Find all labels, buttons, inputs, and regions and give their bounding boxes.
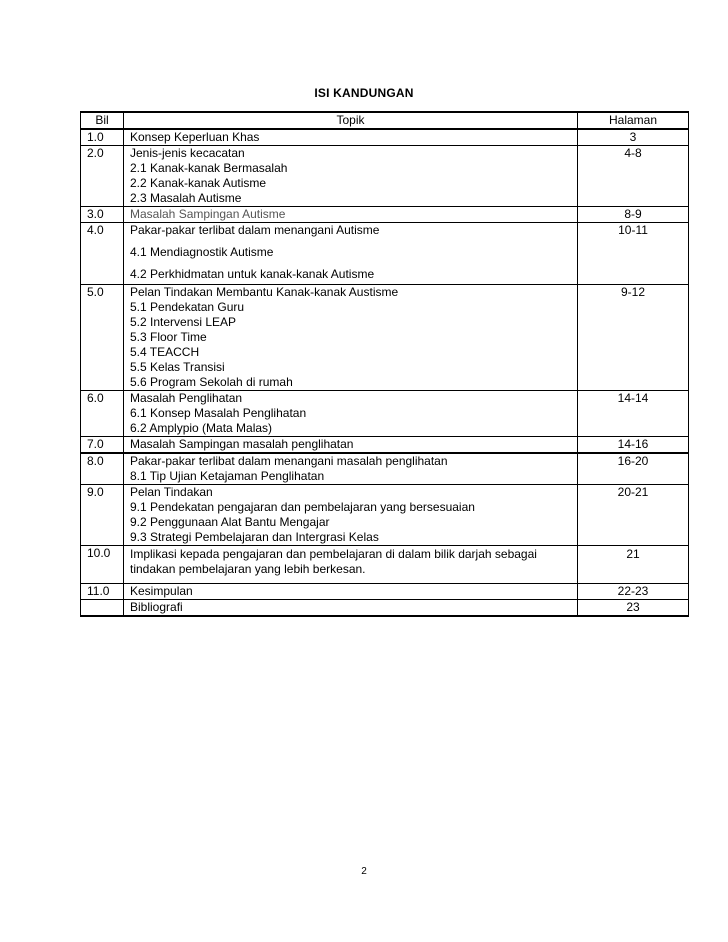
table-row [81,600,689,617]
row-bil: 11.0 [81,584,124,600]
row-halaman: 3 [578,129,689,146]
page-number: 2 [361,866,367,877]
row-topik [124,546,578,584]
table-row [81,546,689,584]
row-subtopic: 2.1 Kanak-kanak Bermasalah [130,161,288,175]
row-topik [124,453,578,485]
row-topik [124,485,578,546]
row-bil: 4.0 [81,223,124,285]
row-bil: 2.0 [81,146,124,207]
row-topik [124,584,578,600]
row-bil: 5.0 [81,285,124,391]
row-bil: 1.0 [81,129,124,146]
table-row [81,223,689,285]
row-halaman: 21 [578,546,689,584]
row-topik [124,207,578,223]
row-subtopic: 9.2 Penggunaan Alat Bantu Mengajar [130,515,330,529]
row-halaman: 9-12 [578,285,689,391]
row-bil: 8.0 [81,453,124,485]
row-topik [124,600,578,617]
row-subtopic: 2.3 Masalah Autisme [130,191,242,205]
row-topic-text: Implikasi kepada pengajaran dan pembelajaran di dalam bilik darjah sebagai [130,547,537,561]
row-topic-text: Pelan Tindakan [130,485,213,499]
row-topic-text: Masalah Sampingan masalah penglihatan [130,437,354,451]
row-subtopic: 4.1 Mendiagnostik Autisme [130,245,274,259]
row-subtopic: 6.1 Konsep Masalah Penglihatan [130,406,307,420]
header-topik: Topik [124,112,578,129]
row-halaman: 22-23 [578,584,689,600]
table-row [81,146,689,207]
row-subtopic: 5.6 Program Sekolah di rumah [130,375,293,389]
table-row [81,207,689,223]
table-row [81,584,689,600]
row-topic-text: Jenis-jenis kecacatan [130,146,245,160]
table-header-row [81,112,689,129]
header-bil: Bil [81,112,124,129]
table-row [81,391,689,437]
row-topik [124,129,578,146]
row-subtopic: 9.3 Strategi Pembelajaran dan Intergrasi Kelas [130,530,379,544]
row-subtopic: 5.5 Kelas Transisi [130,360,225,374]
row-subtopic: 5.1 Pendekatan Guru [130,300,245,314]
row-bil: 9.0 [81,485,124,546]
row-bil: 6.0 [81,391,124,437]
row-halaman: 16-20 [578,453,689,485]
row-halaman: 23 [578,600,689,617]
row-halaman: 20-21 [578,485,689,546]
row-halaman: 4-8 [578,146,689,207]
row-bil: 3.0 [81,207,124,223]
row-subtopic: 4.2 Perkhidmatan untuk kanak-kanak Autisme [130,267,375,281]
row-topic-text: Pakar-pakar terlibat dalam menangani masalah penglihatan [130,454,448,468]
row-topic-text: Bibliografi [130,600,183,614]
row-subtopic: 5.4 TEACCH [130,345,200,359]
row-topic-text: Masalah Sampingan Autisme [130,207,286,221]
table-row [81,453,689,485]
row-subtopic: 2.2 Kanak-kanak Autisme [130,176,267,190]
row-halaman: 14-14 [578,391,689,437]
row-bil [81,600,124,617]
header-halaman: Halaman [578,112,689,129]
row-bil: 10.0 [81,546,124,584]
row-subtopic: tindakan pembelajaran yang lebih berkesan. [130,562,366,576]
row-topik [124,437,578,454]
page-title: ISI KANDUNGAN [314,86,414,100]
table-row [81,285,689,391]
row-subtopic: 6.2 Amplypio (Mata Malas) [130,421,273,435]
row-topic-text: Kesimpulan [130,584,193,598]
row-topic-text: Pelan Tindakan Membantu Kanak-kanak Austisme [130,285,399,299]
table-row [81,437,689,454]
row-halaman: 14-16 [578,437,689,454]
row-bil: 7.0 [81,437,124,454]
row-topik [124,223,578,285]
row-topik [124,146,578,207]
row-subtopic: 5.3 Floor Time [130,330,207,344]
table-row [81,129,689,146]
row-halaman: 10-11 [578,223,689,285]
table-row [81,485,689,546]
toc-table [80,111,689,617]
row-subtopic: 5.2 Intervensi LEAP [130,315,237,329]
row-halaman: 8-9 [578,207,689,223]
row-subtopic: 9.1 Pendekatan pengajaran dan pembelajaran yang bersesuaian [130,500,475,514]
row-topik [124,285,578,391]
row-topic-text: Pakar-pakar terlibat dalam menangani Autisme [130,223,380,237]
row-subtopic: 8.1 Tip Ujian Ketajaman Penglihatan [130,469,325,483]
row-topic-text: Konsep Keperluan Khas [130,130,260,144]
row-topik [124,391,578,437]
row-topic-text: Masalah Penglihatan [130,391,243,405]
